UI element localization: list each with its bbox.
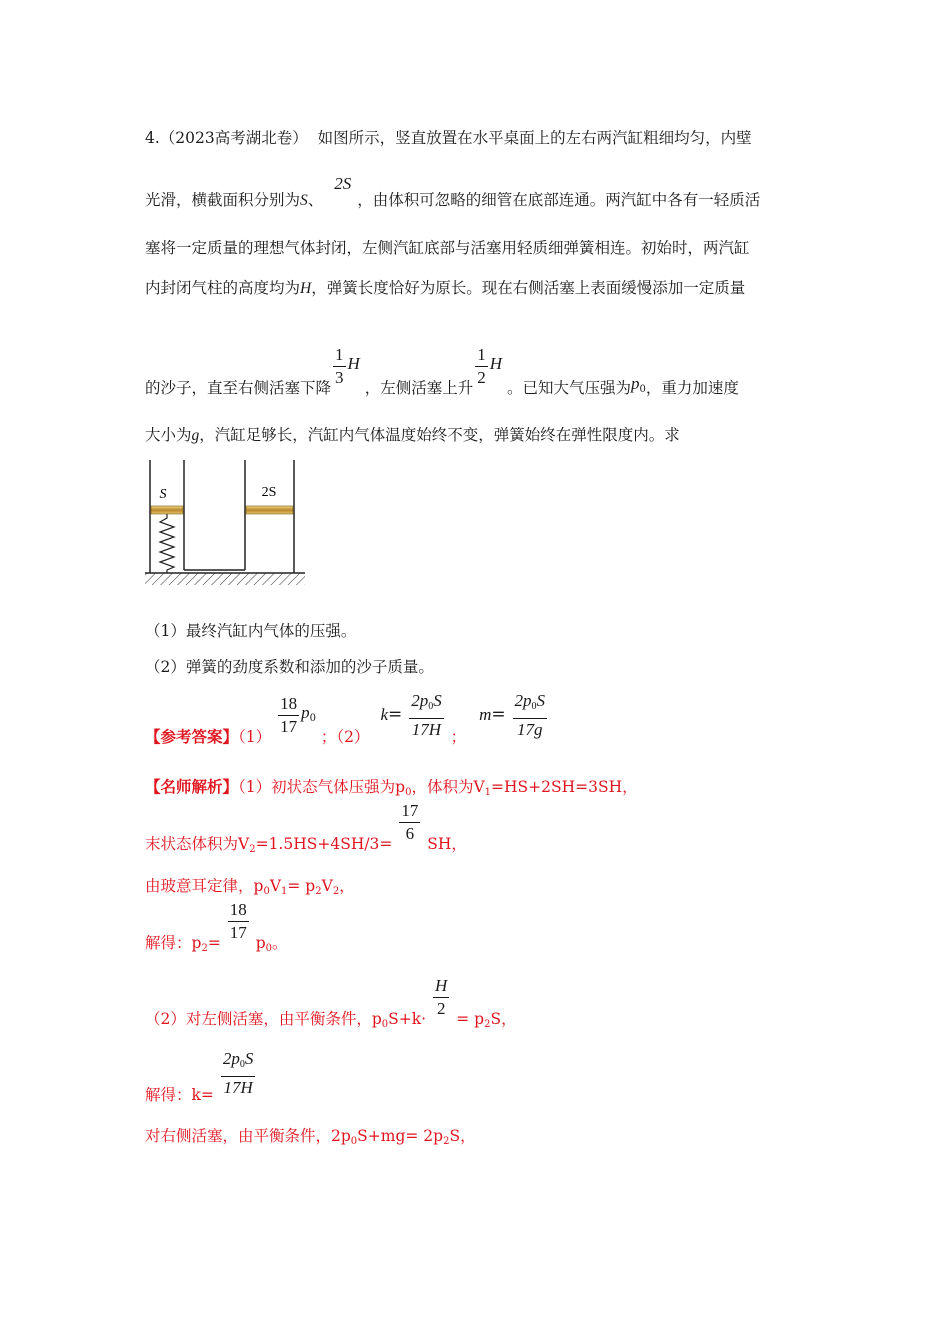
question-1: （1）最终汽缸内气体的压强。	[145, 622, 357, 640]
analysis-fraction-k: $\frac{2p_0S}{17H}$	[222, 1049, 254, 1097]
analysis-line-2: 末状态体积为$V_2=1.5HS+4SH/3=$ $\frac{17}{6}$ SH，	[145, 801, 467, 855]
analysis-line-4: 解得：$p_2=$ $\frac{18}{17}$ $p_0$。	[145, 900, 288, 954]
problem-number: 4.	[145, 129, 160, 147]
question-2: （2）弹簧的劲度系数和添加的沙子质量。	[145, 658, 434, 676]
answer-fraction-m: $\frac{2p_0S}{17g}$	[514, 691, 546, 739]
answer-fraction-1: $\frac{18}{17}$	[280, 694, 298, 736]
analysis-line-5: （2）对左侧活塞，由平衡条件，$p_0S+k\cdot$ $\frac{H}{2}$ = $p_2S$，	[145, 976, 517, 1030]
left-piston	[151, 506, 183, 514]
problem-line-6: 大小为g，汽缸足够长，汽缸内气体温度始终不变，弹簧始终在弹性限度内。求	[145, 426, 680, 444]
fraction-one-half: $\frac{1}{2}$	[477, 345, 486, 387]
fraction-one-third: $\frac{1}{3}$	[335, 345, 344, 387]
problem-line-4: 内封闭气柱的高度均为H，弹簧长度恰好为原长。现在右侧活塞上表面缓慢添加一定质量	[145, 279, 746, 297]
problem-line-1: 4.（2023高考湖北卷） 如图所示，竖直放置在水平桌面上的左右两汽缸粗细均匀，内壁	[145, 129, 752, 147]
left-area-label: S	[159, 487, 167, 502]
area-2s: 2S	[334, 174, 352, 193]
reference-answer: 【参考答案】（1） $\frac{18}{17}$ $p_0$ ；（2） k= $\frac{2p_0S}{17H}$ ； m= $\frac{2p_0S}{17g}$	[145, 691, 546, 746]
analysis-fraction-17-6: $\frac{17}{6}$	[401, 801, 419, 843]
ground-hatch	[145, 573, 305, 585]
answer-label: 【参考答案】	[145, 726, 239, 746]
answer-fraction-k: $\frac{2p_0S}{17H}$	[411, 691, 442, 739]
spring	[160, 514, 174, 573]
cylinder-diagram	[143, 458, 308, 588]
right-area-label: 2S	[261, 485, 277, 500]
problem-line-2: 光滑，横截面积分别为S、 2S，由体积可忽略的细管在底部连通。两汽缸中各有一轻质活	[145, 174, 761, 209]
analysis-fraction-18-17: $\frac{18}{17}$	[229, 900, 247, 942]
problem-line-3: 塞将一定质量的理想气体封闭，左侧汽缸底部与活塞用轻质细弹簧相连。初始时，两汽缸	[145, 239, 750, 257]
right-piston	[246, 506, 293, 514]
analysis-line-6: 解得：k= $\frac{2p_0S}{17H}$	[145, 1049, 254, 1104]
problem-line-5: 的沙子，直至右侧活塞下降 $\frac{1}{3}$ H ，左侧活塞上升 $\frac{1}{2}$ H 。已知大气压强为$p_0$，重力加速度	[145, 345, 739, 397]
analysis-line-3: 由玻意耳定律，$p_0V_1= p_2V_2$，	[145, 877, 355, 897]
analysis-line-7: 对右侧活塞，由平衡条件，$2p_0S+mg= 2p_2S$，	[145, 1127, 476, 1147]
analysis-fraction-h-2: $\frac{H}{2}$	[435, 976, 448, 1018]
problem-source: （2023高考湖北卷）	[159, 129, 308, 147]
analysis-label: 【名师解析】	[145, 777, 239, 796]
analysis-line-1: 【名师解析】（1）初状态气体压强为$p_0$，体积为$V_1=HS+2SH=3SH$，	[145, 777, 638, 798]
